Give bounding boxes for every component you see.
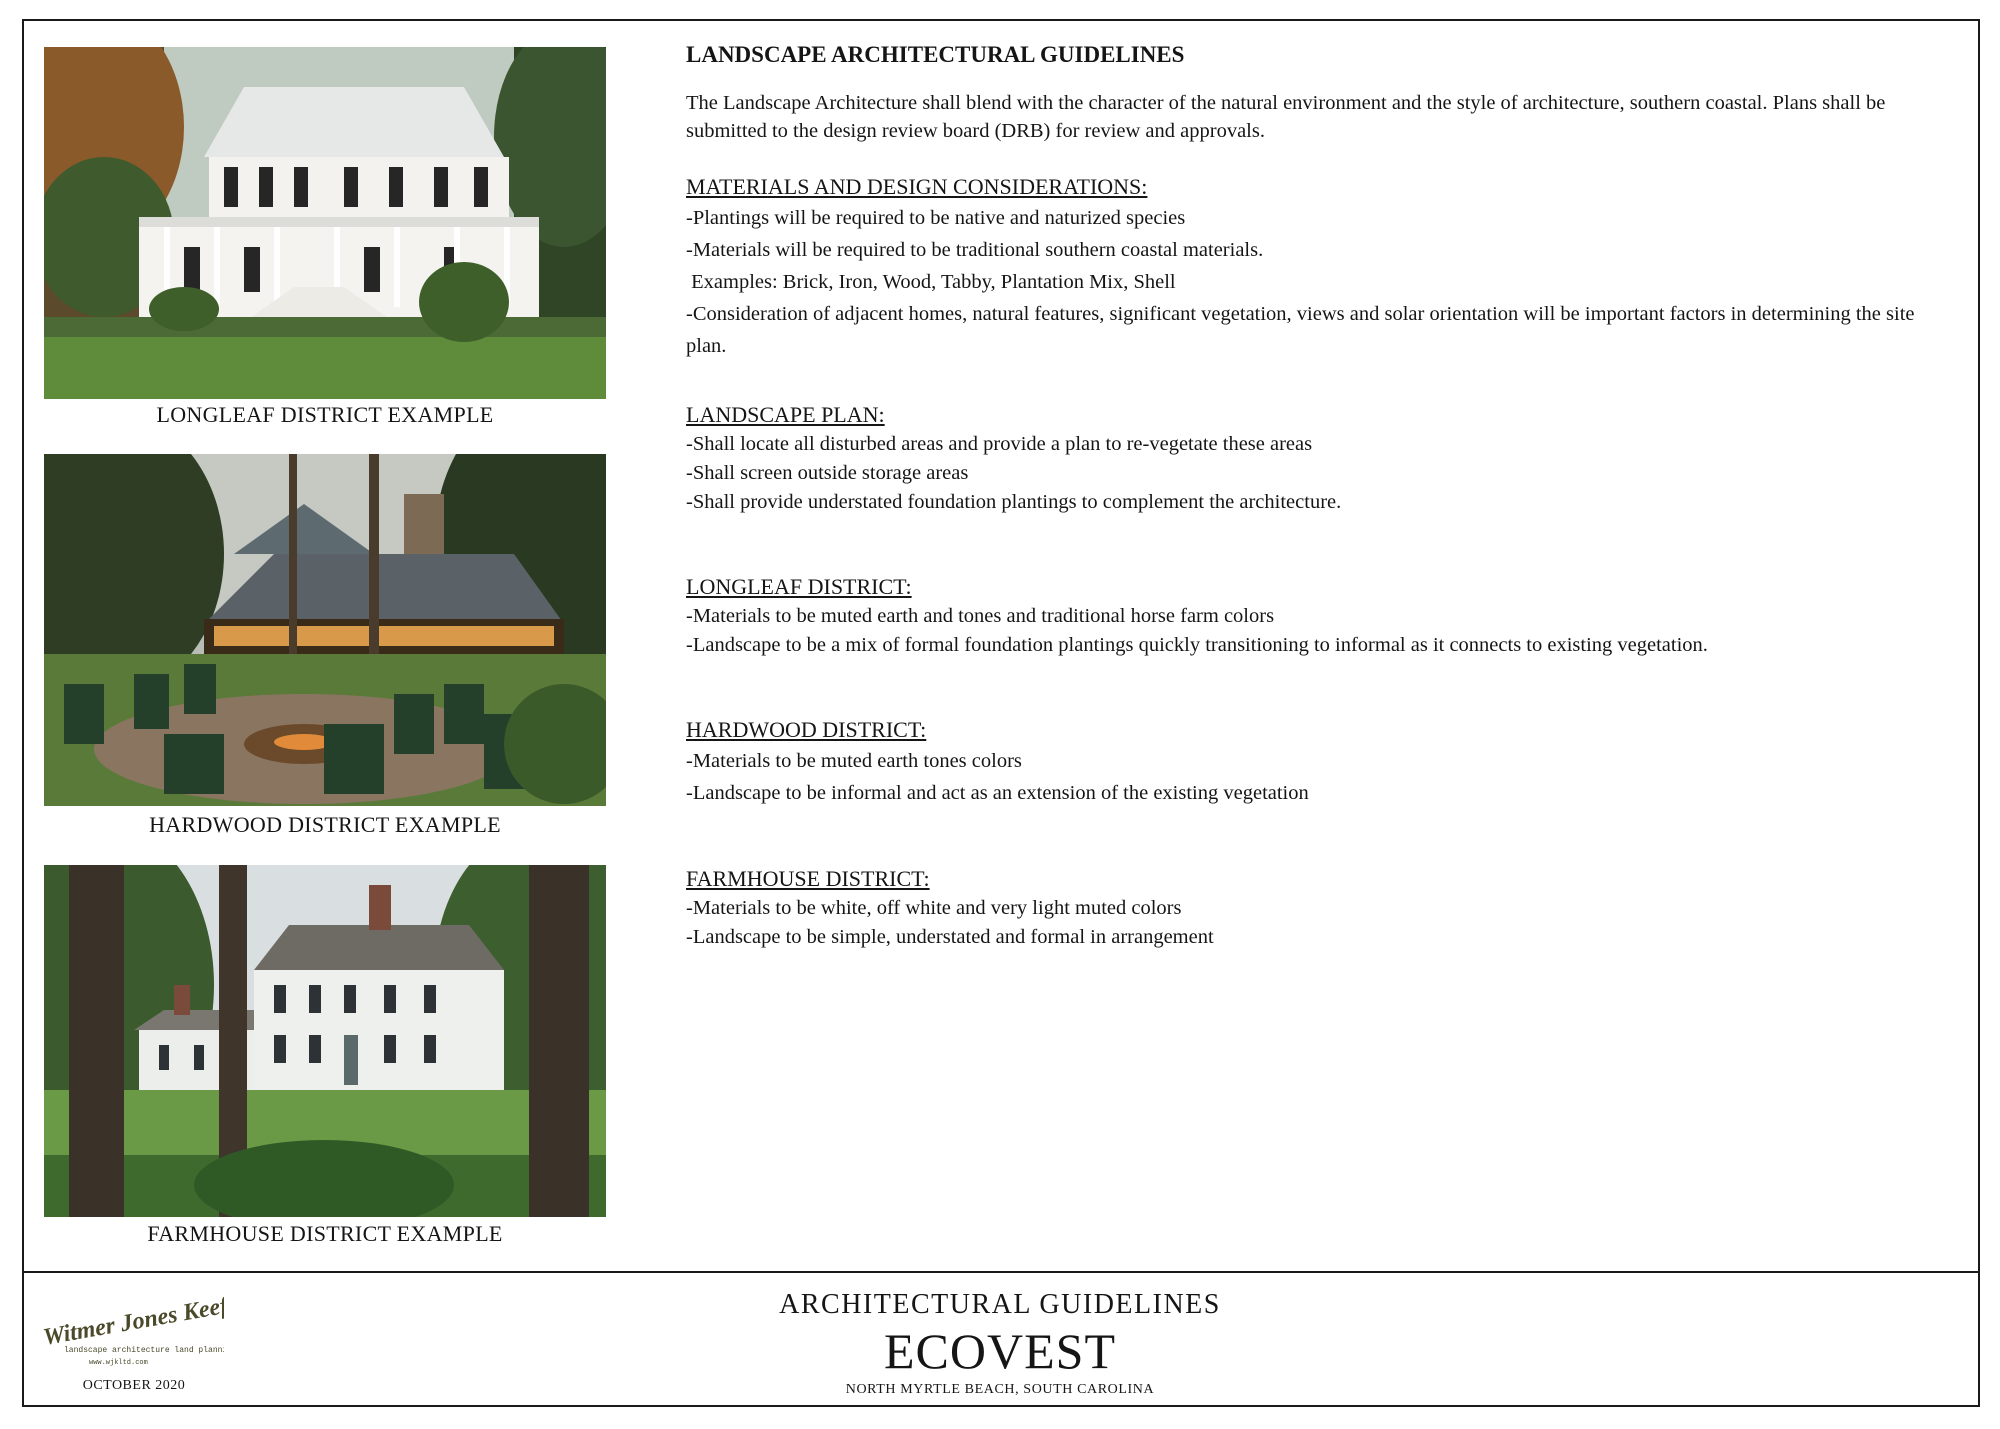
logo-tagline: landscape architecture land planning [64,1346,224,1355]
materials-line: -Materials will be required to be traditional southern coastal materials. [686,239,1264,261]
guidelines-content [686,40,1916,952]
landscape-plan-heading: LANDSCAPE PLAN: [686,402,885,427]
farmhouse-example-photo [44,865,606,1217]
hardwood-example-photo [44,454,606,806]
farmhouse-district-line: -Landscape to be simple, understated and formal in arrangement [686,926,1214,948]
materials-line: -Consideration of adjacent homes, natural features, significant vegetation, views and solar orientation will be important factors in determining the site plan. [686,303,1915,357]
logo-url: www.wjkltd.com [89,1359,148,1367]
footer-project-name: ECOVEST [884,1323,1116,1379]
longleaf-district-section [686,572,1916,660]
farmhouse-district-heading: FARMHOUSE DISTRICT: [686,866,930,891]
materials-line: Examples: Brick, Iron, Wood, Tabby, Plantation Mix, Shell [686,271,1176,293]
document-date: OCTOBER 2020 [82,1378,186,1393]
farmhouse-district-section [686,864,1916,952]
materials-heading: MATERIALS AND DESIGN CONSIDERATIONS: [686,174,1148,199]
hardwood-district-line: -Landscape to be informal and act as an extension of the existing vegetation [686,782,1309,804]
longleaf-district-line: -Landscape to be a mix of formal foundation plantings quickly transitioning to informal as it connects to existing vegetation. [686,634,1708,656]
longleaf-example-caption: LONGLEAF DISTRICT EXAMPLE [156,402,494,427]
farmhouse-example-caption: FARMHOUSE DISTRICT EXAMPLE [147,1221,503,1246]
landscape-plan-line: -Shall locate all disturbed areas and provide a plan to re-vegetate these areas [686,433,1313,455]
hardwood-district-section [686,715,1916,809]
guidelines-title: LANDSCAPE ARCHITECTURAL GUIDELINES [686,42,1185,67]
landscape-plan-line: -Shall screen outside storage areas [686,462,969,484]
hardwood-example-caption: HARDWOOD DISTRICT EXAMPLE [149,812,501,837]
logo-wordmark: Witmer Jones Keefer [41,1289,224,1351]
company-logo [34,1282,224,1372]
materials-section [686,172,1916,362]
guidelines-intro: The Landscape Architecture shall blend with the character of the natural environment and the style of architecture, southern coastal. Plans shall be submitted to the design review board (DRB) for review and approvals. [686,92,1886,142]
materials-line: -Plantings will be required to be native and naturized species [686,207,1186,229]
longleaf-district-heading: LONGLEAF DISTRICT: [686,574,912,599]
footer-divider [22,1271,1980,1273]
landscape-plan-line: -Shall provide understated foundation plantings to complement the architecture. [686,491,1342,513]
landscape-plan-section [686,400,1916,517]
hardwood-district-line: -Materials to be muted earth tones colors [686,750,1022,772]
footer-document-title: ARCHITECTURAL GUIDELINES [779,1289,1221,1320]
farmhouse-district-line: -Materials to be white, off white and very light muted colors [686,897,1182,919]
longleaf-example-photo [44,47,606,399]
longleaf-district-line: -Materials to be muted earth and tones and traditional horse farm colors [686,605,1275,627]
footer-location: NORTH MYRTLE BEACH, SOUTH CAROLINA [845,1382,1155,1397]
hardwood-district-heading: HARDWOOD DISTRICT: [686,717,927,742]
